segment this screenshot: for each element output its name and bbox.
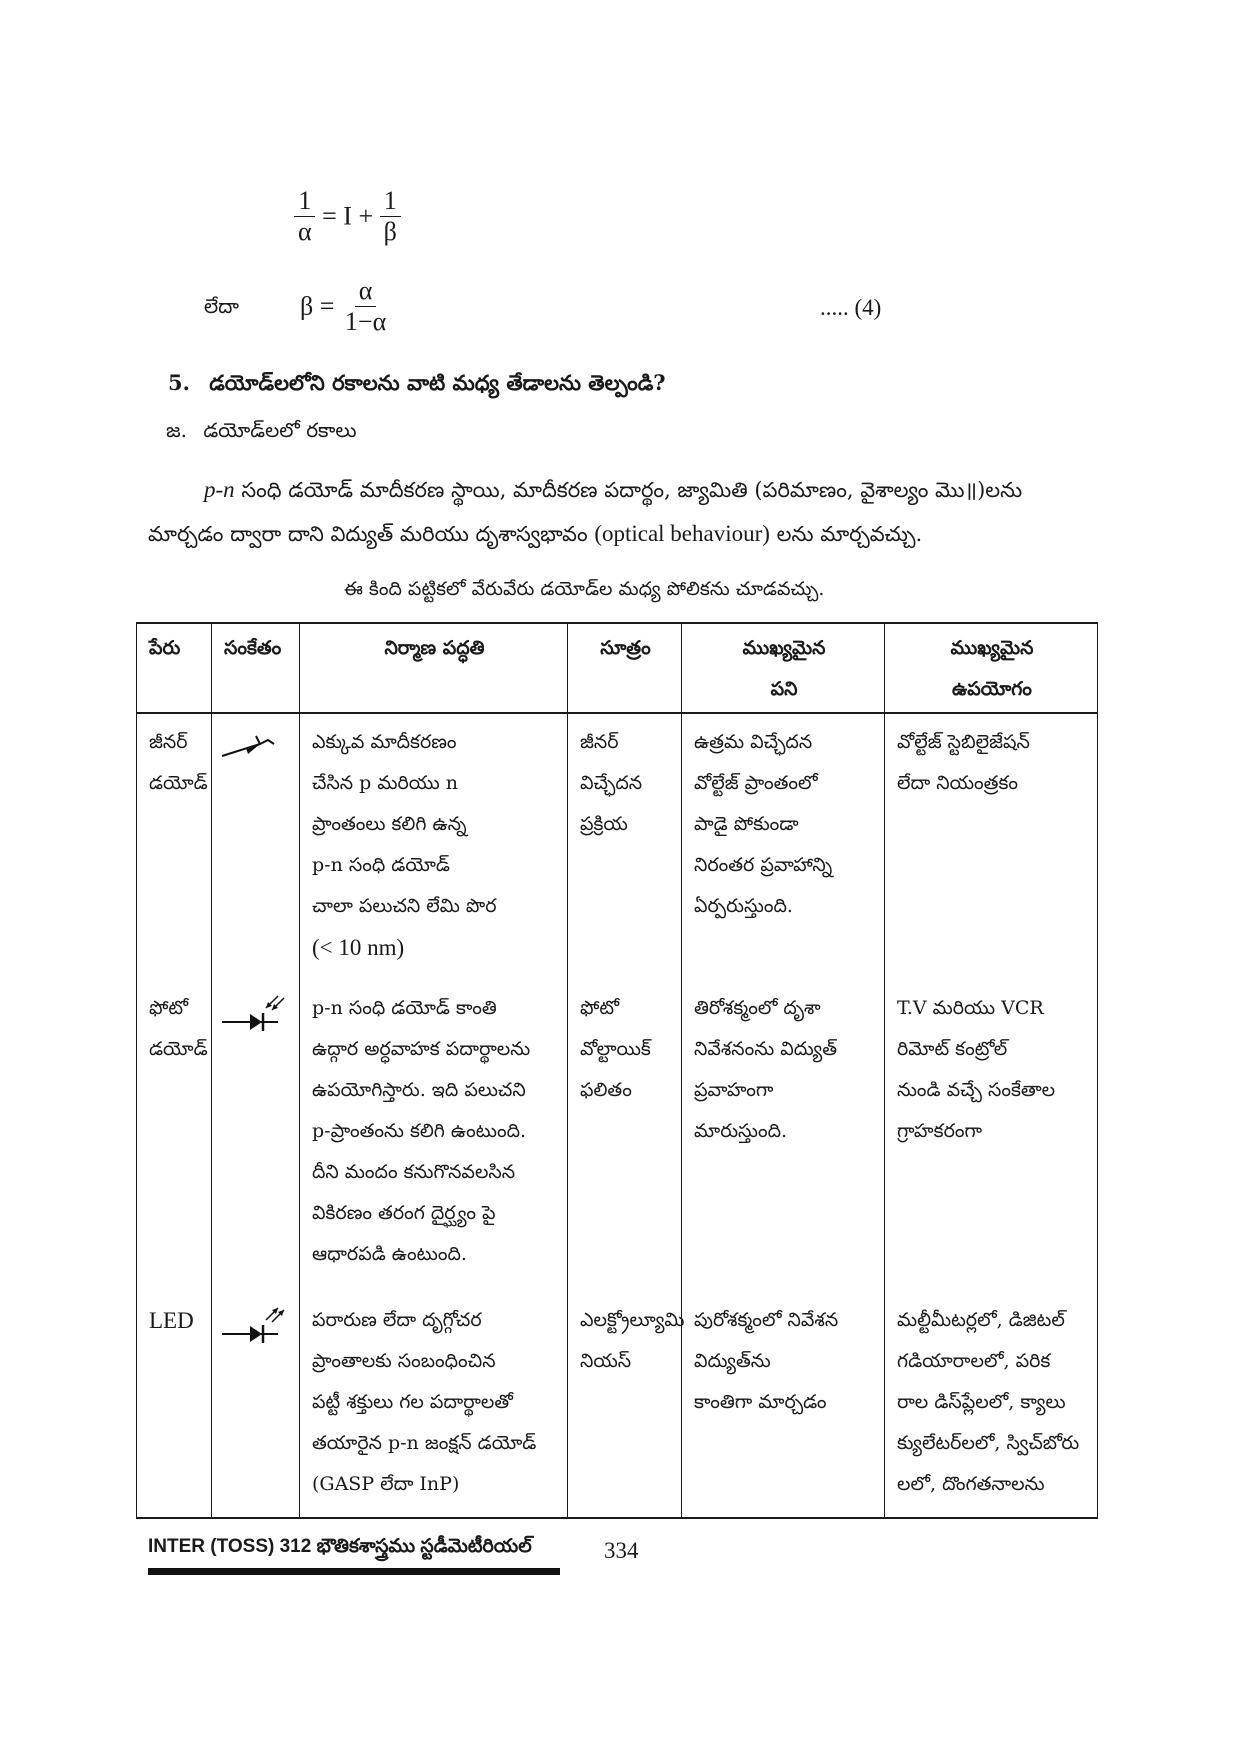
footer-rule — [148, 1568, 560, 1575]
cell-principle: జీనర్ విచ్ఛేదన ప్రక్రియ — [568, 713, 682, 988]
answer-heading — [166, 418, 357, 447]
cell-principle: ఎలక్ట్రోల్యూమి నియస్ — [568, 1300, 682, 1518]
cell-usage: మల్టీమీటర్లలో, డిజిటల్ గడియారాలలో, పరిక రాల డిస్‌ప్లేలలో, క్యాలు క్యులేటర్‌లలో, స్విచ్‌బోరు లలో, దొంగతనాలను — [885, 1300, 1098, 1518]
table-row-led — [137, 1300, 1098, 1518]
cell-name: జీనర్ డయోడ్ — [137, 713, 212, 988]
photodiode-symbol-icon — [216, 988, 296, 1048]
cell-name: ఫోటో డయోడ్ — [137, 988, 212, 1300]
cell-construction: p-n సంధి డయోడ్ కాంతి ఉద్గార అర్ధవాహక పదార్థాలను ఉపయోగిస్తారు. ఇది పలుచని p-ప్రాంతంను కలిగి ఉంటుంది. దీని మందం కనుగొనవలసిన వికిరణం తరంగ దైర్ఘ్యం పై ఆధారపడి ఉంటుంది. — [300, 988, 568, 1300]
table-row-photodiode — [137, 988, 1098, 1300]
table-header-row — [137, 623, 1098, 713]
cell-name: LED — [137, 1300, 212, 1518]
equation-number: ..... (4) — [820, 295, 882, 320]
question — [168, 370, 666, 401]
header-symbol: సంకేతం — [212, 623, 300, 713]
cell-function: ఉత్రమ విచ్ఛేదన వోల్టేజ్ ప్రాంతంలో పాడై పోకుండా నిరంతర ప్రవాహాన్ని ఏర్పరుస్తుంది. — [682, 713, 885, 988]
fraction-one-over-alpha: $\frac{1}{\alpha}$ — [294, 186, 316, 247]
cell-symbol — [212, 1300, 300, 1518]
question-text: డయోడ్‌లలోని రకాలను వాటి మధ్య తేడాలను తెల్పండి? — [209, 370, 666, 395]
cell-function: తిరోశక్మంలో దృశా నివేశనంను విద్యుత్ ప్రవాహంగా మారుస్తుంది. — [682, 988, 885, 1300]
cell-function: పురోశక్మంలో నివేశన విద్యుత్‌ను కాంతిగా మార్చడం — [682, 1300, 885, 1518]
equation2-prefix: లేదా — [204, 294, 239, 318]
led-symbol-icon — [216, 1300, 296, 1360]
fraction-one-over-beta: $\frac{1}{\beta}$ — [380, 186, 401, 247]
cell-symbol — [212, 713, 300, 988]
equation-alpha-beta — [294, 186, 401, 247]
paragraph: p-n సంధి డయోడ్ మాదీకరణ స్థాయి, మాదీకరణ పదార్థం, జ్యామితి (పరిమాణం, వైశాల్యం మొ॥)లను మార్చడం ద్వారా దాని విద్యుత్ మరియు దృశాస్వభావం (optical behaviour) లను మార్చవచ్చు. — [148, 477, 1023, 546]
question-number: 5. — [168, 370, 190, 395]
header-usage: ముఖ్యమైన ఉపయోగం — [885, 623, 1098, 713]
cell-construction: పరారుణ లేదా దృగ్గోచర ప్రాంతాలకు సంబంధించిన పట్టీ శక్తులు గల పదార్థాలతో తయారైన p-n జంక్షన్ డయోడ్ (GASP లేదా InP) — [300, 1300, 568, 1518]
zener-diode-symbol-icon — [216, 714, 296, 774]
table-row-zener — [137, 713, 1098, 988]
footer-title: INTER (TOSS) 312 భౌతికశాస్త్రము స్టడీమెటీరియల్ — [148, 1536, 532, 1557]
header-construction: నిర్మాణ పద్ధతి — [300, 623, 568, 713]
fraction-alpha-over-one-minus-alpha: $\frac{\alpha}{1-\alpha}$ — [344, 276, 387, 336]
page-number: 334 — [604, 1538, 639, 1563]
cell-usage: T.V మరియు VCR రిమోట్ కంట్రోల్ నుండి వచ్చే సంకేతాల గ్రాహకరంగా — [885, 988, 1098, 1300]
equation-beta: β = $\frac{\alpha}{1-\alpha}$ — [300, 276, 390, 337]
diode-comparison-table — [136, 622, 1098, 1519]
cell-principle: ఫోటో వోల్టాయిక్ ఫలితం — [568, 988, 682, 1300]
cell-usage: వోల్టేజ్ స్టెబిలైజేషన్ లేదా నియంత్రకం — [885, 713, 1098, 988]
cell-construction: ఎక్కువ మాదీకరణం చేసిన p మరియు n ప్రాంతంలు కలిగి ఉన్న p-n సంధి డయోడ్ చాలా పలుచని లేమి పొర (< 10 nm) — [300, 713, 568, 988]
header-name: పేరు — [137, 623, 212, 713]
answer-label: జ. — [166, 418, 187, 442]
cell-symbol — [212, 988, 300, 1300]
table-caption: ఈ కింది పట్టికలో వేరువేరు డయోడ్‌ల మధ్య పోలికను చూడవచ్చు. — [344, 578, 825, 600]
answer-heading-text: డయోడ్‌లలో రకాలు — [203, 418, 357, 442]
header-principle: సూత్రం — [568, 623, 682, 713]
equation1-middle: = I + — [322, 201, 374, 231]
header-function: ముఖ్యమైన పని — [682, 623, 885, 713]
